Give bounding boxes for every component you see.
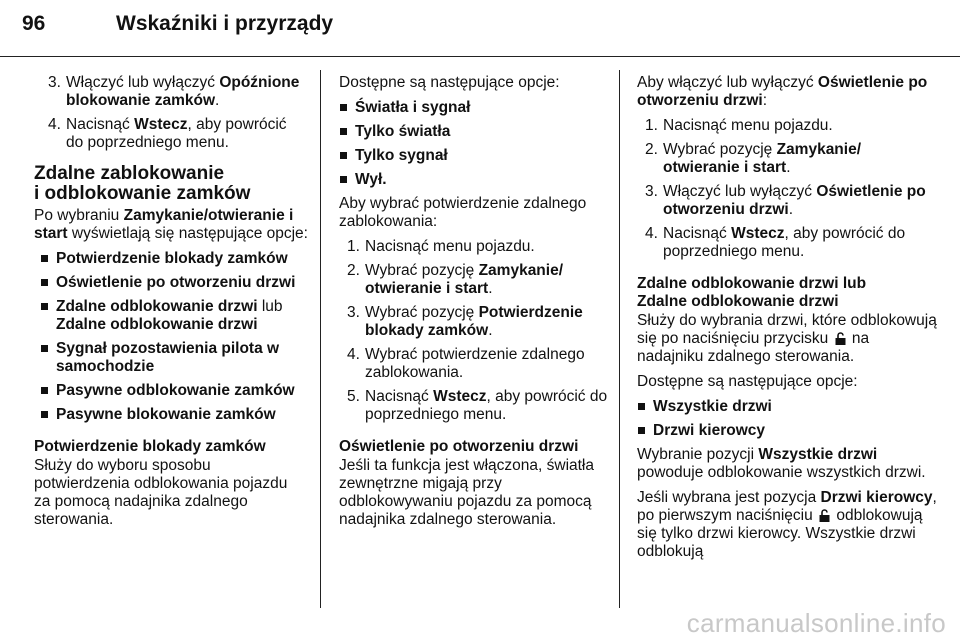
bullet-item: Pasywne odblokowanie zamków (40, 382, 308, 400)
bullet-item: Pasywne blokowanie zamków (40, 406, 308, 424)
column-divider-1 (320, 70, 321, 608)
bullet-item: Wszystkie drzwi (637, 398, 937, 416)
column-2 (339, 74, 609, 536)
bullet-item: Sygnał pozostawienia pilota w samochodzie (40, 340, 308, 376)
column-divider-2 (619, 70, 620, 608)
intro-paragraph: Aby włączyć lub wyłączyć Oświetlenie po otworzeniu drzwi: (637, 74, 928, 109)
bullet-item: Zdalne odblokowanie drzwi lub Zdalne odblokowanie drzwi (40, 298, 308, 334)
paragraph: Jeśli wybrana jest pozycja Drzwi kierowcy, po pierwszym naciśnięciu odblokowują się tylko drzwi kierowcy. Wszystkie drzwi odblokują (637, 489, 937, 560)
subsection-text: Służy do wyboru sposobu potwierdzenia odblokowania pojazdu za pomocą nadajnika zdalnego sterowania. (34, 457, 288, 528)
step-item: 2. Wybrać pozycję Zamykanie/ otwieranie i start. (347, 262, 564, 297)
header-divider (0, 56, 960, 57)
subsection-text: Jeśli ta funkcja jest włączona, światła zewnętrzne migają przy odblokowywaniu pojazdu za pomocą nadajnika zdalnego sterowania. (339, 457, 595, 528)
unlock-icon (835, 332, 846, 345)
bullet-item: Potwierdzenie blokady zamków (40, 250, 308, 268)
options-intro: Dostępne są następujące opcje: (339, 74, 560, 91)
bullet-item: Światła i sygnał (339, 99, 609, 117)
step-item: 3. Włączyć lub wyłączyć Oświetlenie po otworzeniu drzwi. (645, 183, 926, 218)
step-item: 1. Nacisnąć menu pojazdu. (645, 117, 833, 134)
bullet-item: Drzwi kierowcy (637, 422, 937, 440)
subsection-heading: Potwierdzenie blokady zamków (34, 438, 266, 455)
bullet-item: Wył. (339, 171, 609, 189)
column-3 (637, 74, 937, 568)
intro-paragraph: Po wybraniu Zamykanie/otwieranie i start wyświetlają się następujące opcje: (34, 207, 308, 242)
step-item: 4. Nacisnąć Wstecz, aby powrócić do poprzedniego menu. (645, 225, 906, 260)
options-intro: Dostępne są następujące opcje: (637, 373, 858, 390)
step-item: 3. Wybrać pozycję Potwierdzenie blokady zamków. (347, 304, 583, 339)
paragraph: Wybranie pozycji Wszystkie drzwi powoduje odblokowanie wszystkich drzwi. (637, 446, 926, 481)
subsection-text: Służy do wybrania drzwi, które odblokowują się po naciśnięciu przycisku na nadajniku zdalnego sterowania. (637, 312, 937, 365)
section-heading: Zdalne zablokowanie i odblokowanie zamków (34, 163, 251, 204)
page-header (0, 0, 960, 56)
subsection-heading: Oświetlenie po otworzeniu drzwi (339, 438, 579, 455)
subsection-heading: Zdalne odblokowanie drzwi lub Zdalne odblokowanie drzwi (637, 275, 867, 310)
step-item: 5. Nacisnąć Wstecz, aby powrócić do poprzedniego menu. (347, 388, 608, 423)
column-1 (34, 74, 308, 536)
bullet-item: Tylko światła (339, 123, 609, 141)
bullet-item: Tylko sygnał (339, 147, 609, 165)
step-item: 3. Włączyć lub wyłączyć Opóźnione blokowanie zamków. (48, 74, 300, 109)
step-item: 2. Wybrać pozycję Zamykanie/ otwieranie i start. (645, 141, 862, 176)
step-item: 4. Wybrać potwierdzenie zdalnego zablokowania. (347, 346, 585, 381)
step-item: 4. Nacisnąć Wstecz, aby powrócić do poprzedniego menu. (48, 116, 287, 151)
step-item: 1. Nacisnąć menu pojazdu. (347, 238, 535, 255)
unlock-icon (819, 509, 830, 522)
page-number: 96 (22, 12, 46, 35)
page-title: Wskaźniki i przyrządy (116, 12, 334, 35)
confirm-intro: Aby wybrać potwierdzenie zdalnego zablokowania: (339, 195, 587, 230)
bullet-item: Oświetlenie po otworzeniu drzwi (40, 274, 308, 292)
watermark: carmanualsonline.info (686, 608, 946, 638)
